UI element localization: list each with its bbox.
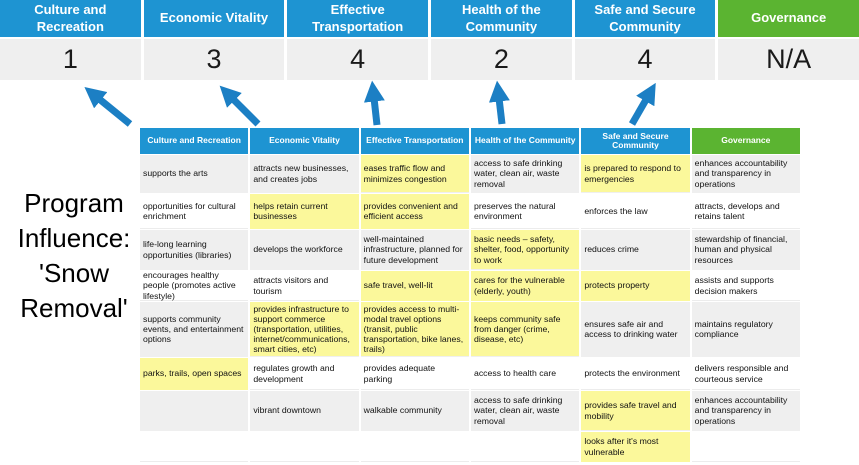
matrix-cell: enhances accountability and transparency in operations <box>692 155 800 193</box>
matrix-cell: protects property <box>581 271 689 301</box>
scoreboard-header-safe-secure: Safe and Secure Community <box>575 0 716 37</box>
matrix-cell: regulates growth and development <box>250 358 358 390</box>
matrix-cell <box>361 432 469 462</box>
matrix-cell: safe travel, well-lit <box>361 271 469 301</box>
matrix-cell: looks after it's most vulnerable <box>581 432 689 462</box>
scoreboard-score-governance: N/A <box>718 39 859 80</box>
scoreboard <box>0 0 859 80</box>
up-arrow-icon <box>499 98 502 124</box>
scoreboard-header-effective-transportation: Effective Transportation <box>287 0 428 37</box>
scoreboard-column-economic-vitality <box>144 0 285 80</box>
matrix-cell: provides safe travel and mobility <box>581 391 689 431</box>
matrix-cell: access to safe drinking water, clean air, waste removal <box>471 155 579 193</box>
scoreboard-score-economic-vitality: 3 <box>144 39 285 80</box>
score-arrows <box>0 78 859 128</box>
matrix-cell: keeps community safe from danger (crime, disease, etc) <box>471 302 579 357</box>
scoreboard-header-health-community: Health of the Community <box>431 0 572 37</box>
matrix-cell: enhances accountability and transparency in operations <box>692 391 800 431</box>
matrix-cell: is prepared to respond to emergencies <box>581 155 689 193</box>
scoreboard-column-governance <box>718 0 859 80</box>
matrix-cell: provides infrastructure to support commerce (transportation, utilities, internet/communications, smart cities, etc) <box>250 302 358 357</box>
matrix-cell: access to safe drinking water, clean air, waste removal <box>471 391 579 431</box>
matrix-cell: attracts visitors and tourism <box>250 271 358 301</box>
matrix-cell: enforces the law <box>581 194 689 229</box>
up-arrow-icon <box>632 98 647 124</box>
up-arrow-icon <box>98 98 130 124</box>
matrix-cell <box>250 432 358 462</box>
scoreboard-column-culture-recreation <box>0 0 141 80</box>
matrix-cell: stewardship of financial, human and physical resources <box>692 230 800 270</box>
matrix-cell <box>140 391 248 431</box>
matrix-header-health-community: Health of the Community <box>471 128 579 154</box>
matrix-cell: access to health care <box>471 358 579 390</box>
matrix-cell: assists and supports decision makers <box>692 271 800 301</box>
matrix-cell: reduces crime <box>581 230 689 270</box>
matrix-cell: provides access to multi-modal travel options (transit, public transportation, bike lanes, trails) <box>361 302 469 357</box>
matrix-cell: supports community events, and entertainment options <box>140 302 248 357</box>
matrix-cell: provides convenient and efficient access <box>361 194 469 229</box>
matrix-cell: delivers responsible and courteous service <box>692 358 800 390</box>
scoreboard-header-economic-vitality: Economic Vitality <box>144 0 285 37</box>
matrix-cell: supports the arts <box>140 155 248 193</box>
up-arrow-icon <box>232 98 258 124</box>
scoreboard-score-health-community: 2 <box>431 39 572 80</box>
matrix-cell: vibrant downtown <box>250 391 358 431</box>
matrix-cell: cares for the vulnerable (elderly, youth) <box>471 271 579 301</box>
influence-matrix <box>140 128 800 462</box>
matrix-cell: basic needs – safety, shelter, food, opportunity to work <box>471 230 579 270</box>
scoreboard-header-governance: Governance <box>718 0 859 37</box>
matrix-header-effective-transportation: Effective Transportation <box>361 128 469 154</box>
matrix-cell <box>692 432 800 462</box>
scoreboard-score-safe-secure: 4 <box>575 39 716 80</box>
matrix-cell: helps retain current businesses <box>250 194 358 229</box>
scoreboard-column-health-community <box>431 0 572 80</box>
matrix-header-culture-recreation: Culture and Recreation <box>140 128 248 154</box>
matrix-cell: eases traffic flow and minimizes congestion <box>361 155 469 193</box>
matrix-cell: develops the workforce <box>250 230 358 270</box>
matrix-header-governance: Governance <box>692 128 800 154</box>
matrix-cell: walkable community <box>361 391 469 431</box>
matrix-header-economic-vitality: Economic Vitality <box>250 128 358 154</box>
matrix-header-safe-secure: Safe and Secure Community <box>581 128 689 154</box>
matrix-cell: parks, trails, open spaces <box>140 358 248 390</box>
up-arrow-icon <box>374 98 377 125</box>
matrix-cell: opportunities for cultural enrichment <box>140 194 248 229</box>
scoreboard-header-culture-recreation: Culture and Recreation <box>0 0 141 37</box>
matrix-cell: well-maintained infrastructure, planned for future development <box>361 230 469 270</box>
matrix-cell <box>471 432 579 462</box>
matrix-cell: life-long learning opportunities (libraries) <box>140 230 248 270</box>
program-title: Program Influence: 'Snow Removal' <box>17 188 131 324</box>
matrix-cell: attracts, develops and retains talent <box>692 194 800 229</box>
matrix-cell: attracts new businesses, and creates jobs <box>250 155 358 193</box>
matrix-cell: preserves the natural environment <box>471 194 579 229</box>
matrix-cell: provides adequate parking <box>361 358 469 390</box>
scoreboard-score-effective-transportation: 4 <box>287 39 428 80</box>
scoreboard-score-culture-recreation: 1 <box>0 39 141 80</box>
scoreboard-column-effective-transportation <box>287 0 428 80</box>
matrix-cell: ensures safe air and access to drinking water <box>581 302 689 357</box>
scoreboard-column-safe-secure <box>575 0 716 80</box>
matrix-cell: maintains regulatory compliance <box>692 302 800 357</box>
matrix-cell: protects the environment <box>581 358 689 390</box>
matrix-cell <box>140 432 248 462</box>
matrix-cell: encourages healthy people (promotes active lifestyle) <box>140 271 248 301</box>
